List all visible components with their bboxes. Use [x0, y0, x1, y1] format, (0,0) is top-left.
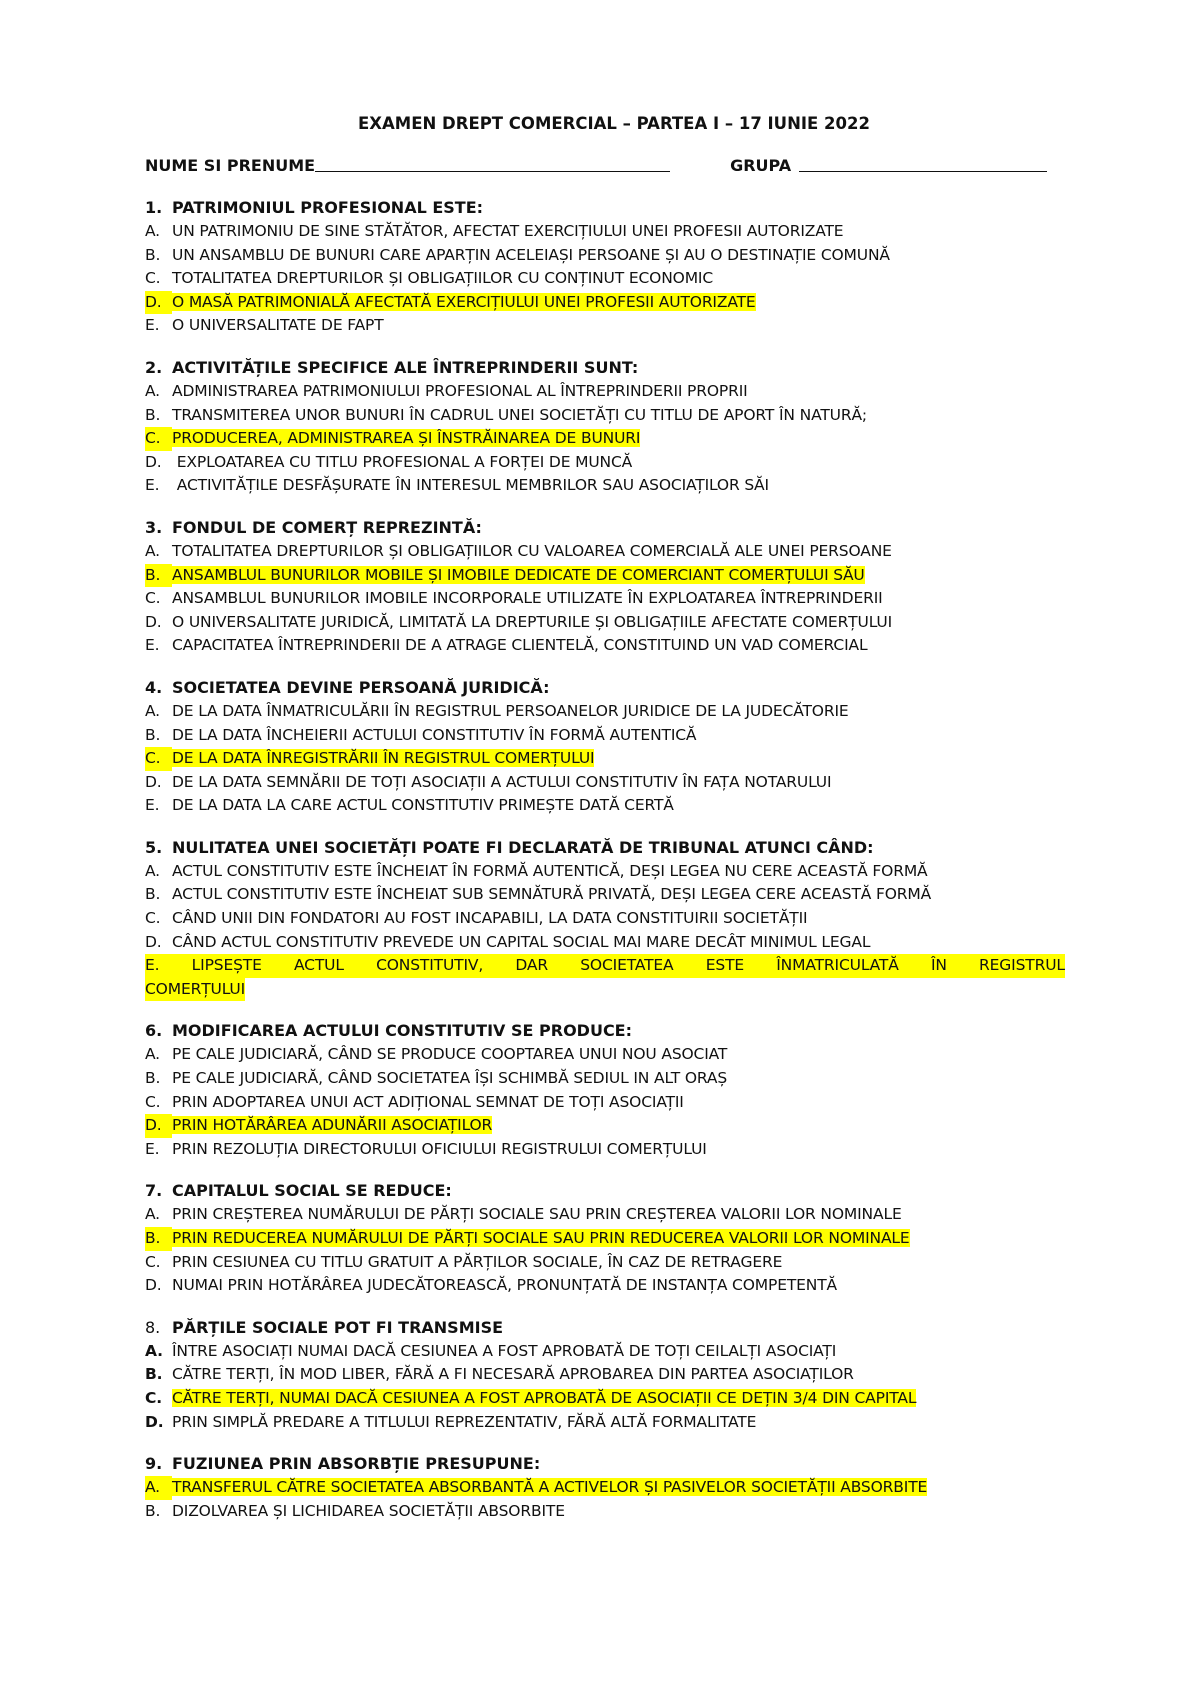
answer-option: E. ACTIVITĂȚILE DESFĂȘURATE ÎN INTERESUL MEMBRILOR SAU ASOCIAȚILOR SĂI: [145, 476, 769, 495]
question-heading: 7. CAPITALUL SOCIAL SE REDUCE:: [145, 1181, 452, 1201]
group-blank-line: [799, 154, 1047, 172]
answer-option: A. PE CALE JUDICIARĂ, CÂND SE PRODUCE COOPTAREA UNUI NOU ASOCIAT: [145, 1045, 728, 1064]
answer-option: D. DE LA DATA SEMNĂRII DE TOȚI ASOCIAȚII A ACTULUI CONSTITUTIV ÎN FAȚA NOTARULUI: [145, 772, 832, 791]
answer-option: C. PRIN ADOPTAREA UNUI ACT ADIȚIONAL SEMNAT DE TOȚI ASOCIAȚII: [145, 1092, 684, 1111]
answer-option: E. DE LA DATA LA CARE ACTUL CONSTITUTIV PRIMEȘTE DATĂ CERTĂ: [145, 796, 674, 815]
answer-option: A. TOTALITATEA DREPTURILOR ȘI OBLIGAȚIILOR CU VALOAREA COMERCIALĂ ALE UNEI PERSOANE: [145, 541, 892, 560]
question-heading: 4. SOCIETATEA DEVINE PERSOANĂ JURIDICĂ:: [145, 677, 550, 697]
answer-option-highlighted: D. PRIN HOTĂRÂREA ADUNĂRII ASOCIAȚILOR: [145, 1114, 1065, 1138]
question-9: [145, 1452, 1065, 1523]
group-label: GRUPA: [730, 156, 792, 175]
answer-option: B. PE CALE JUDICIARĂ, CÂND SOCIETATEA ÎȘI SCHIMBĂ SEDIUL IN ALT ORAȘ: [145, 1069, 728, 1088]
name-blank-line: [315, 154, 670, 172]
question-heading: 3. FONDUL DE COMERȚ REPREZINTĂ:: [145, 517, 482, 537]
question-heading: 2. ACTIVITĂȚILE SPECIFICE ALE ÎNTREPRINDERII SUNT:: [145, 357, 639, 377]
answer-option: A. PRIN CREȘTEREA NUMĂRULUI DE PĂRȚI SOCIALE SAU PRIN CREȘTEREA VALORII LOR NOMINALE: [145, 1205, 902, 1224]
question-heading: 5. NULITATEA UNEI SOCIETĂȚI POATE FI DECLARATĂ DE TRIBUNAL ATUNCI CÂND:: [145, 837, 874, 857]
answer-option: B. CĂTRE TERȚI, ÎN MOD LIBER, FĂRĂ A FI NECESARĂ APROBAREA DIN PARTEA ASOCIAȚILOR: [145, 1365, 854, 1384]
question-7: [145, 1179, 1065, 1297]
answer-option: E. O UNIVERSALITATE DE FAPT: [145, 316, 384, 335]
answer-option: D. O UNIVERSALITATE JURIDICĂ, LIMITATĂ LA DREPTURILE ȘI OBLIGAȚIILE AFECTATE COMERȚULUI: [145, 612, 893, 631]
answer-option-highlighted: D. O MASĂ PATRIMONIALĂ AFECTATĂ EXERCIȚIULUI UNEI PROFESII AUTORIZATE: [145, 291, 1065, 315]
answer-option-highlighted: B. ANSAMBLUL BUNURILOR MOBILE ȘI IMOBILE DEDICATE DE COMERCIANT COMERȚULUI SĂU: [145, 564, 1065, 588]
answer-option: D. CÂND ACTUL CONSTITUTIV PREVEDE UN CAPITAL SOCIAL MAI MARE DECÂT MINIMUL LEGAL: [145, 932, 871, 951]
answer-option: A. ACTUL CONSTITUTIV ESTE ÎNCHEIAT ÎN FORMĂ AUTENTICĂ, DEȘI LEGEA NU CERE ACEASTĂ FORMĂ: [145, 861, 928, 880]
justified-answer-line: E. LIPSEȘTE ACTUL CONSTITUTIV, DAR SOCIETATEA ESTE ÎNMATRICULATĂ ÎN REGISTRUL: [145, 954, 1065, 978]
answer-option: C. ANSAMBLUL BUNURILOR IMOBILE INCORPORALE UTILIZATE ÎN EXPLOATAREA ÎNTREPRINDERII: [145, 589, 883, 608]
answer-option: D. EXPLOATAREA CU TITLU PROFESIONAL A FORȚEI DE MUNCĂ: [145, 452, 633, 471]
answer-option: B. ACTUL CONSTITUTIV ESTE ÎNCHEIAT SUB SEMNĂTURĂ PRIVATĂ, DEȘI LEGEA CERE ACEASTĂ FORMĂ: [145, 885, 932, 904]
answer-option-highlighted: [145, 954, 1065, 1001]
answer-option-highlighted: C. DE LA DATA ÎNREGISTRĂRII ÎN REGISTRUL COMERȚULUI: [145, 747, 1065, 771]
answer-option: B. DIZOLVAREA ȘI LICHIDAREA SOCIETĂȚII ABSORBITE: [145, 1501, 565, 1520]
answer-option: A. ADMINISTRAREA PATRIMONIULUI PROFESIONAL AL ÎNTREPRINDERII PROPRII: [145, 381, 748, 400]
question-5: [145, 836, 1065, 1002]
question-1: [145, 196, 1065, 338]
answer-option: A. DE LA DATA ÎNMATRICULĂRII ÎN REGISTRUL PERSOANELOR JURIDICE DE LA JUDECĂTORIE: [145, 701, 849, 720]
answer-option: A. UN PATRIMONIU DE SINE STĂTĂTOR, AFECTAT EXERCIȚIULUI UNEI PROFESII AUTORIZATE: [145, 222, 844, 240]
page-title: EXAMEN DREPT COMERCIAL – PARTEA I – 17 IUNIE 2022: [358, 114, 870, 133]
answer-option: C. TOTALITATEA DREPTURILOR ȘI OBLIGAȚIILOR CU CONȚINUT ECONOMIC: [145, 269, 714, 288]
question-6: [145, 1019, 1065, 1161]
question-8: [145, 1316, 1065, 1434]
name-label: NUME SI PRENUME: [145, 156, 316, 175]
answer-option: E. PRIN REZOLUȚIA DIRECTORULUI OFICIULUI REGISTRULUI COMERȚULUI: [145, 1139, 707, 1158]
answer-option: B. UN ANSAMBLU DE BUNURI CARE APARȚIN ACELEIAȘI PERSOANE ȘI AU O DESTINAȚIE COMUNĂ: [145, 245, 890, 264]
answer-option: C. PRIN CESIUNEA CU TITLU GRATUIT A PĂRȚILOR SOCIALE, ÎN CAZ DE RETRAGERE: [145, 1252, 783, 1271]
answer-option: B. TRANSMITEREA UNOR BUNURI ÎN CADRUL UNEI SOCIETĂȚI CU TITLU DE APORT ÎN NATURĂ;: [145, 405, 867, 424]
answer-option: D. PRIN SIMPLĂ PREDARE A TITLULUI REPREZENTATIV, FĂRĂ ALTĂ FORMALITATE: [145, 1412, 757, 1431]
exam-content: [145, 112, 1065, 1523]
answer-continuation: COMERȚULUI: [145, 978, 245, 1002]
question-2: [145, 356, 1065, 498]
question-heading: 6. MODIFICAREA ACTULUI CONSTITUTIV SE PRODUCE:: [145, 1021, 633, 1041]
answer-option: A. ÎNTRE ASOCIAȚI NUMAI DACĂ CESIUNEA A FOST APROBATĂ DE TOȚI CEILALȚI ASOCIAȚI: [145, 1341, 837, 1360]
answer-option: B. DE LA DATA ÎNCHEIERII ACTULUI CONSTITUTIV ÎN FORMĂ AUTENTICĂ: [145, 725, 697, 744]
answer-option-highlighted: B. PRIN REDUCEREA NUMĂRULUI DE PĂRȚI SOCIALE SAU PRIN REDUCEREA VALORII LOR NOMINALE: [145, 1227, 1065, 1251]
answer-option: E. CAPACITATEA ÎNTREPRINDERII DE A ATRAGE CLIENTELĂ, CONSTITUIND UN VAD COMERCIAL: [145, 636, 868, 655]
answer-option: C. CÂND UNII DIN FONDATORI AU FOST INCAPABILI, LA DATA CONSTITUIRII SOCIETĂȚII: [145, 909, 808, 928]
question-heading: 9. FUZIUNEA PRIN ABSORBȚIE PRESUPUNE:: [145, 1454, 541, 1474]
question-heading: 1. PATRIMONIUL PROFESIONAL ESTE:: [145, 198, 484, 217]
answer-option-highlighted: A. TRANSFERUL CĂTRE SOCIETATEA ABSORBANTĂ A ACTIVELOR ȘI PASIVELOR SOCIETĂȚII ABSORBITE: [145, 1476, 1065, 1500]
question-heading: 8. PĂRȚILE SOCIALE POT FI TRANSMISE: [145, 1317, 504, 1337]
student-info-row: [145, 154, 1065, 178]
answer-option: D. NUMAI PRIN HOTĂRÂREA JUDECĂTOREASCĂ, PRONUNȚATĂ DE INSTANȚA COMPETENTĂ: [145, 1276, 838, 1295]
answer-option-highlighted: C. CĂTRE TERȚI, NUMAI DACĂ CESIUNEA A FOST APROBATĂ DE ASOCIAȚII CE DEȚIN 3/4 DIN CAPITAL: [145, 1388, 917, 1407]
answer-option-highlighted: C. PRODUCEREA, ADMINISTRAREA ȘI ÎNSTRĂINAREA DE BUNURI: [145, 427, 1065, 451]
question-4: [145, 676, 1065, 818]
question-3: [145, 516, 1065, 658]
